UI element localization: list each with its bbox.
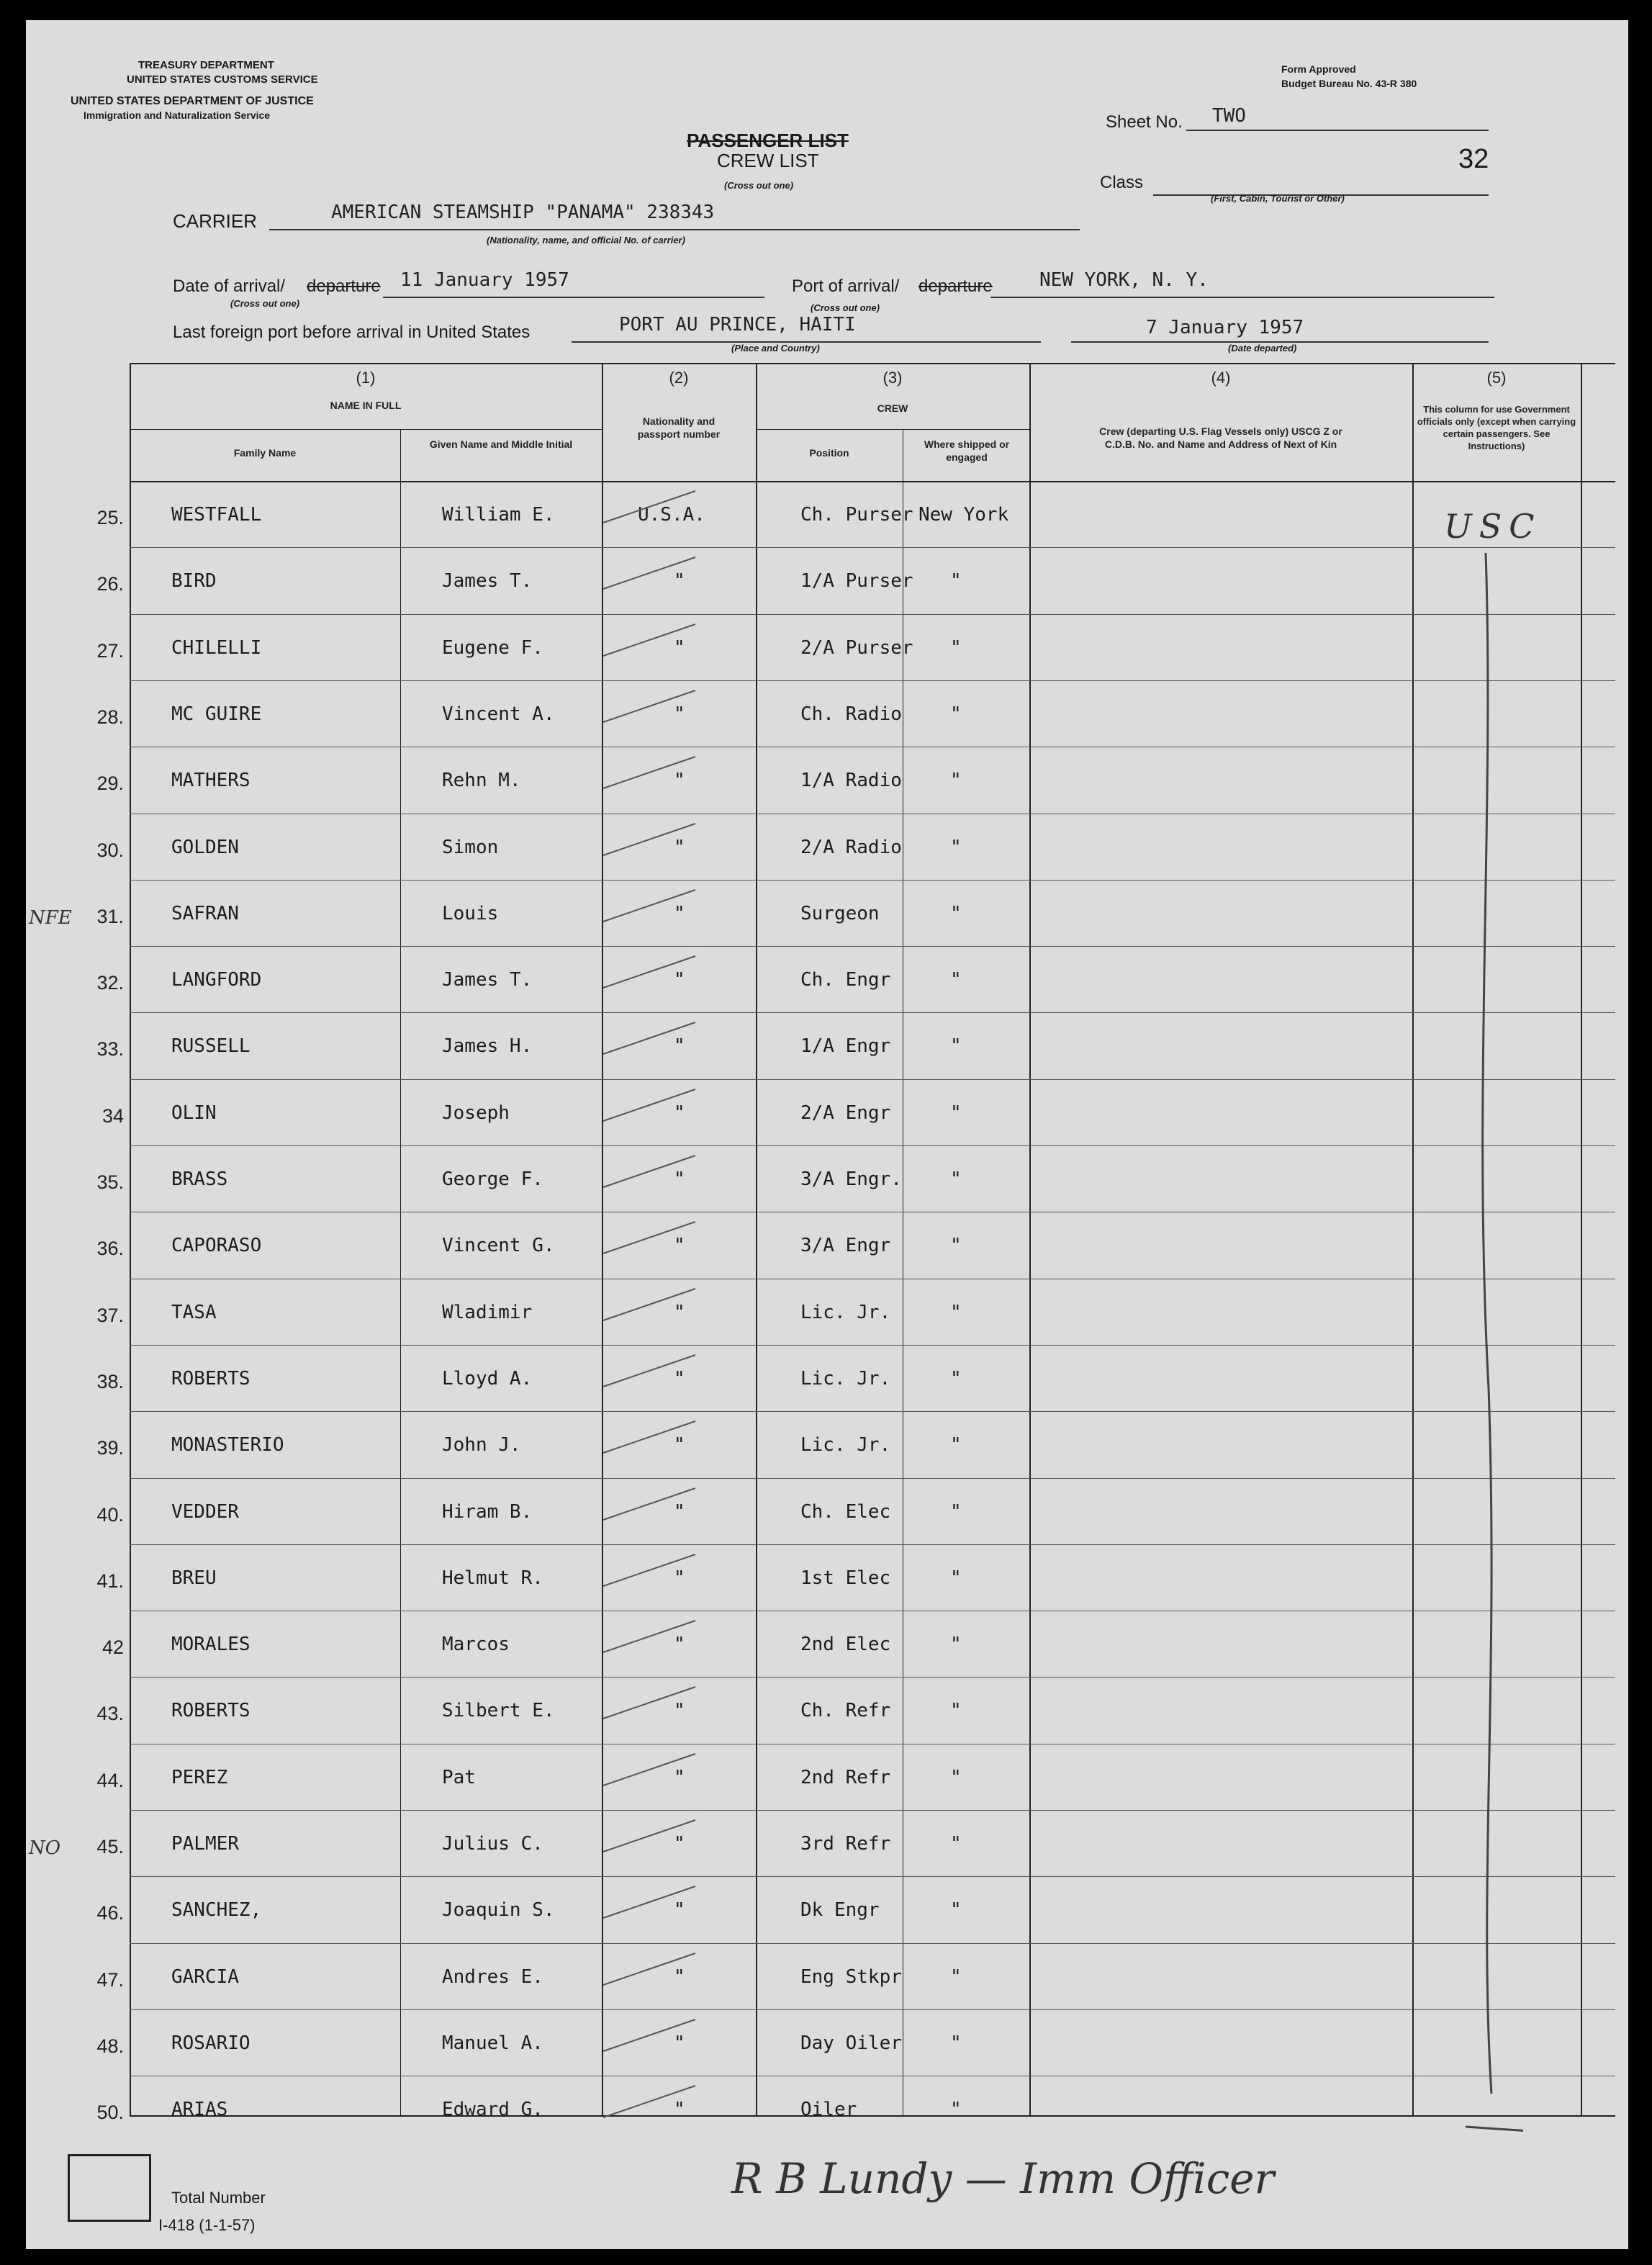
class-hint: (First, Cabin, Tourist or Other): [1211, 193, 1345, 204]
given-name: Wladimir: [442, 1301, 533, 1323]
row-number: 48.: [96, 2035, 124, 2057]
nationality: ": [674, 1700, 685, 1722]
agency-ins: Immigration and Naturalization Service: [83, 109, 271, 121]
row-number: 44.: [96, 1769, 124, 1791]
position: 1/A Engr: [800, 1035, 891, 1058]
table-left-border: [130, 363, 131, 2117]
row-number: 33.: [96, 1038, 124, 1061]
col-divider-3: [756, 363, 757, 2117]
col1-title: NAME IN FULL: [330, 400, 402, 411]
row-number: 45.: [96, 1836, 124, 1858]
row-divider: [130, 1345, 1615, 1346]
nationality: ": [674, 836, 685, 858]
nationality: ": [674, 1235, 685, 1257]
form-approved: Form Approved: [1281, 63, 1356, 75]
given-name: Vincent A.: [442, 703, 555, 725]
given-name: William E.: [442, 504, 555, 526]
total-number-label: Total Number: [171, 2189, 266, 2207]
nationality: ": [674, 1301, 685, 1323]
col3-title: CREW: [877, 402, 908, 414]
nationality: ": [674, 1634, 685, 1656]
row-number: 27.: [96, 639, 124, 662]
given-name: Edward G.: [442, 2099, 543, 2121]
where-shipped: ": [950, 1434, 962, 1456]
family-name: BIRD: [171, 570, 217, 593]
header-bottom-line: [130, 481, 1615, 482]
given-name: Manuel A.: [442, 2032, 543, 2054]
given-name: Silbert E.: [442, 1700, 555, 1722]
check-stroke: [595, 818, 710, 861]
check-stroke: [595, 1216, 710, 1259]
row-number: 28.: [96, 706, 124, 728]
where-shipped: ": [950, 570, 962, 593]
where-shipped: ": [950, 1035, 962, 1058]
row-divider: [130, 1943, 1615, 1944]
port-value: NEW YORK, N. Y.: [1039, 269, 1209, 291]
crew-list-title: CREW LIST: [717, 150, 819, 171]
check-stroke: [595, 1482, 710, 1526]
col2-number: (2): [669, 369, 689, 387]
given-name: John J.: [442, 1434, 521, 1456]
row-divider: [130, 1478, 1615, 1479]
check-stroke: [595, 2014, 710, 2057]
form-number: I-418 (1-1-57): [158, 2216, 256, 2234]
check-stroke: [595, 1814, 710, 1858]
given-name: James T.: [442, 570, 533, 593]
row-number: 39.: [96, 1437, 124, 1459]
family-name: ROBERTS: [171, 1367, 250, 1390]
check-stroke: [595, 618, 710, 662]
family-name: BREU: [171, 1567, 217, 1589]
position: 3/A Engr: [800, 1235, 891, 1257]
position: Ch. Elec: [800, 1500, 891, 1523]
check-stroke: [595, 1150, 710, 1193]
position: Ch. Refr: [800, 1700, 891, 1722]
nationality: ": [674, 1500, 685, 1523]
position: 1/A Radio: [800, 770, 902, 792]
check-stroke: [595, 1947, 710, 1991]
position: Lic. Jr.: [800, 1301, 891, 1323]
position: 2/A Purser: [800, 636, 913, 659]
family-name: VEDDER: [171, 1500, 239, 1523]
row-divider: [130, 1145, 1615, 1146]
given-name: Joseph: [442, 1102, 510, 1124]
col4-title: Crew (departing U.S. Flag Vessels only) USCG Z or C.D.B. No. and Name and Address of Next of Kin: [1099, 425, 1342, 450]
check-stroke: [595, 1615, 710, 1658]
family-name: BRASS: [171, 1168, 228, 1190]
row-divider: [130, 1411, 1615, 1412]
given-name: James T.: [442, 969, 533, 991]
col1a-title: Family Name: [233, 447, 297, 459]
family-name: MC GUIRE: [171, 703, 262, 725]
last-port-hint: (Place and Country): [731, 343, 820, 354]
col1-number: (1): [356, 369, 376, 387]
nationality: ": [674, 1168, 685, 1190]
family-name: WESTFALL: [171, 504, 262, 526]
row-number: 47.: [96, 1968, 124, 1991]
given-name: James H.: [442, 1035, 533, 1058]
position: 2/A Engr: [800, 1102, 891, 1124]
check-stroke: [595, 2080, 710, 2123]
position: 3rd Refr: [800, 1833, 891, 1855]
given-name: Joaquin S.: [442, 1899, 555, 1922]
where-shipped: ": [950, 1367, 962, 1390]
position: 3/A Engr.: [800, 1168, 902, 1190]
check-stroke: [595, 1084, 710, 1127]
nationality: ": [674, 703, 685, 725]
row-number: 50.: [96, 2102, 124, 2124]
family-name: MATHERS: [171, 770, 250, 792]
check-stroke: [595, 950, 710, 994]
where-shipped: ": [950, 1700, 962, 1722]
where-shipped: ": [950, 770, 962, 792]
where-shipped: ": [950, 1102, 962, 1124]
family-name: OLIN: [171, 1102, 217, 1124]
nationality: ": [674, 636, 685, 659]
row-divider: [130, 1810, 1615, 1811]
col5-number: (5): [1486, 369, 1507, 387]
check-stroke: [595, 485, 710, 528]
family-name: RUSSELL: [171, 1035, 250, 1058]
last-port-value: PORT AU PRINCE, HAITI: [619, 314, 856, 336]
where-shipped: ": [950, 2099, 962, 2121]
date-departed-hint: (Date departed): [1228, 343, 1297, 354]
col3b-title: Where shipped or engaged: [924, 438, 1010, 463]
port-underline: [990, 297, 1494, 298]
agency-treasury: TREASURY DEPARTMENT: [138, 59, 274, 71]
col5-title: This column for use Government officials only (except when carrying certain passengers. See Instructions): [1417, 404, 1576, 451]
family-name: ROBERTS: [171, 1700, 250, 1722]
position: 2/A Radio: [800, 836, 902, 858]
nationality: ": [674, 1899, 685, 1922]
table-top-border: [130, 363, 1615, 364]
row-number: 38.: [96, 1370, 124, 1392]
position: Surgeon: [800, 902, 880, 924]
row-divider: [130, 2009, 1615, 2010]
check-stroke: [595, 884, 710, 927]
given-name: Eugene F.: [442, 636, 543, 659]
position: Oiler: [800, 2099, 857, 2121]
row-divider: [130, 614, 1615, 615]
row-divider: [130, 946, 1615, 947]
position: Ch. Radio: [800, 703, 902, 725]
given-name: Simon: [442, 836, 499, 858]
nationality: U.S.A.: [638, 504, 705, 526]
family-name: TASA: [171, 1301, 217, 1323]
family-name: SAFRAN: [171, 902, 239, 924]
row-divider: [130, 680, 1615, 681]
date-struck: departure: [307, 276, 381, 296]
where-shipped: ": [950, 1567, 962, 1589]
date-value: 11 January 1957: [400, 269, 569, 291]
row-note: NO: [29, 1837, 61, 1859]
given-name: Julius C.: [442, 1833, 543, 1855]
where-shipped: ": [950, 636, 962, 659]
where-shipped: ": [950, 1634, 962, 1656]
where-shipped: ": [950, 1301, 962, 1323]
row-number: 40.: [96, 1503, 124, 1526]
row-number: 32.: [96, 972, 124, 994]
row-number: 36.: [96, 1238, 124, 1260]
passenger-list-struck: PASSENGER LIST: [687, 130, 849, 151]
port-struck: departure: [918, 276, 993, 296]
nationality: ": [674, 2032, 685, 2054]
check-stroke: [595, 1349, 710, 1392]
table-right-border: [1581, 363, 1582, 2117]
sheet-label: Sheet No.: [1106, 112, 1183, 132]
row-divider: [130, 1544, 1615, 1545]
row-number: 41.: [96, 1570, 124, 1592]
where-shipped: ": [950, 902, 962, 924]
row-number: 34: [101, 1104, 124, 1127]
col3a-title: Position: [809, 447, 849, 459]
position: 2nd Elec: [800, 1634, 891, 1656]
col-divider-4: [1029, 363, 1031, 2117]
given-name: Marcos: [442, 1634, 510, 1656]
check-stroke: [595, 1017, 710, 1060]
position: Ch. Purser: [800, 504, 913, 526]
where-shipped: ": [950, 1965, 962, 1988]
where-shipped: ": [950, 1833, 962, 1855]
family-name: SANCHEZ,: [171, 1899, 262, 1922]
port-label: Port of arrival/: [792, 276, 900, 296]
row-number: 30.: [96, 839, 124, 861]
carrier-hint: (Nationality, name, and official No. of carrier): [487, 235, 685, 246]
family-name: ARIAS: [171, 2099, 228, 2121]
last-port-label: Last foreign port before arrival in United States: [173, 323, 531, 342]
where-shipped: ": [950, 969, 962, 991]
position: Lic. Jr.: [800, 1434, 891, 1456]
carrier-value: AMERICAN STEAMSHIP "PANAMA" 238343: [331, 202, 715, 223]
family-name: MONASTERIO: [171, 1434, 284, 1456]
position: Dk Engr: [800, 1899, 880, 1922]
col5-handwritten-line: [1451, 524, 1523, 2137]
given-name: Louis: [442, 902, 499, 924]
family-name: PEREZ: [171, 1766, 228, 1788]
row-number: 29.: [96, 773, 124, 795]
position: Ch. Engr: [800, 969, 891, 991]
nationality: ": [674, 1367, 685, 1390]
usc-annotation: USC: [1444, 507, 1542, 546]
check-stroke: [595, 1681, 710, 1724]
family-name: ROSARIO: [171, 2032, 250, 2054]
where-shipped: ": [950, 1500, 962, 1523]
nationality: ": [674, 770, 685, 792]
row-number: 35.: [96, 1171, 124, 1193]
where-shipped: ": [950, 703, 962, 725]
row-number: 42: [101, 1636, 124, 1659]
nationality: ": [674, 1833, 685, 1855]
nationality: ": [674, 1102, 685, 1124]
agency-justice: UNITED STATES DEPARTMENT OF JUSTICE: [71, 95, 314, 107]
where-shipped: ": [950, 836, 962, 858]
family-name: CHILELLI: [171, 636, 262, 659]
given-name: Rehn M.: [442, 770, 521, 792]
col-divider-1ab: [400, 429, 401, 2117]
row-divider: [130, 547, 1615, 548]
date-label: Date of arrival/: [173, 276, 286, 296]
carrier-label: CARRIER: [173, 210, 258, 232]
nationality: ": [674, 969, 685, 991]
family-name: GARCIA: [171, 1965, 239, 1988]
where-shipped: ": [950, 1235, 962, 1257]
page-number: 32: [1458, 144, 1489, 174]
given-name: Lloyd A.: [442, 1367, 533, 1390]
class-label: Class: [1100, 173, 1144, 192]
check-stroke: [595, 1748, 710, 1791]
subheader-line-3: [756, 429, 1029, 430]
nationality: ": [674, 1035, 685, 1058]
row-number: 31.: [96, 905, 124, 927]
col4-number: (4): [1211, 369, 1231, 387]
given-name: Andres E.: [442, 1965, 543, 1988]
position: 1/A Purser: [800, 570, 913, 593]
budget-bureau: Budget Bureau No. 43-R 380: [1281, 78, 1417, 89]
where-shipped: ": [950, 1168, 962, 1190]
row-number: 37.: [96, 1304, 124, 1326]
table-bottom-border: [130, 2115, 1615, 2117]
row-divider: [130, 1012, 1615, 1013]
col-divider-5: [1412, 363, 1414, 2117]
given-name: George F.: [442, 1168, 543, 1190]
check-stroke: [595, 1881, 710, 1924]
nationality: ": [674, 1965, 685, 1988]
position: Lic. Jr.: [800, 1367, 891, 1390]
col2-title: Nationality and passport number: [637, 415, 721, 440]
port-hint: (Cross out one): [811, 302, 880, 313]
family-name: PALMER: [171, 1833, 239, 1855]
check-stroke: [595, 685, 710, 728]
family-name: LANGFORD: [171, 969, 262, 991]
where-shipped: ": [950, 1766, 962, 1788]
nationality: ": [674, 1434, 685, 1456]
where-shipped: ": [950, 1899, 962, 1922]
row-divider: [130, 1677, 1615, 1678]
check-stroke: [595, 551, 710, 595]
check-stroke: [595, 1415, 710, 1459]
nationality: ": [674, 570, 685, 593]
sheet-value: TWO: [1212, 105, 1246, 127]
where-shipped: ": [950, 2032, 962, 2054]
given-name: Helmut R.: [442, 1567, 543, 1589]
date-departed-value: 7 January 1957: [1146, 317, 1304, 338]
given-name: Vincent G.: [442, 1235, 555, 1257]
subheader-line-1: [130, 429, 602, 430]
check-stroke: [595, 1549, 710, 1592]
family-name: MORALES: [171, 1634, 250, 1656]
position: Day Oiler: [800, 2032, 902, 2054]
row-divider: [130, 1079, 1615, 1080]
nationality: ": [674, 2099, 685, 2121]
row-note: NFE: [29, 906, 72, 929]
given-name: Hiram B.: [442, 1500, 533, 1523]
family-name: CAPORASO: [171, 1235, 262, 1257]
row-number: 46.: [96, 1902, 124, 1924]
nationality: ": [674, 1567, 685, 1589]
col3-number: (3): [883, 369, 903, 387]
row-divider: [130, 1876, 1615, 1877]
signature: R B Lundy — Imm Officer: [731, 2154, 1275, 2203]
carrier-underline: [269, 229, 1080, 230]
given-name: Pat: [442, 1766, 476, 1788]
row-number: 26.: [96, 573, 124, 595]
row-divider: [130, 880, 1615, 881]
position: Eng Stkpr: [800, 1965, 902, 1988]
check-stroke: [595, 1283, 710, 1326]
cross-out-one-hint: (Cross out one): [724, 180, 794, 191]
row-number: 43.: [96, 1703, 124, 1725]
date-underline: [383, 297, 764, 298]
row-number: 25.: [96, 507, 124, 528]
family-name: GOLDEN: [171, 836, 239, 858]
sheet-underline: [1186, 130, 1489, 131]
agency-customs: UNITED STATES CUSTOMS SERVICE: [127, 73, 318, 86]
date-hint: (Cross out one): [230, 298, 300, 309]
where-shipped: New York: [918, 504, 1009, 526]
crew-list-sheet: [26, 20, 1628, 2249]
position: 1st Elec: [800, 1567, 891, 1589]
position: 2nd Refr: [800, 1766, 891, 1788]
col1b-title: Given Name and Middle Initial: [429, 438, 573, 450]
nationality: ": [674, 902, 685, 924]
check-stroke: [595, 751, 710, 794]
total-number-box: [68, 2154, 151, 2222]
nationality: ": [674, 1766, 685, 1788]
